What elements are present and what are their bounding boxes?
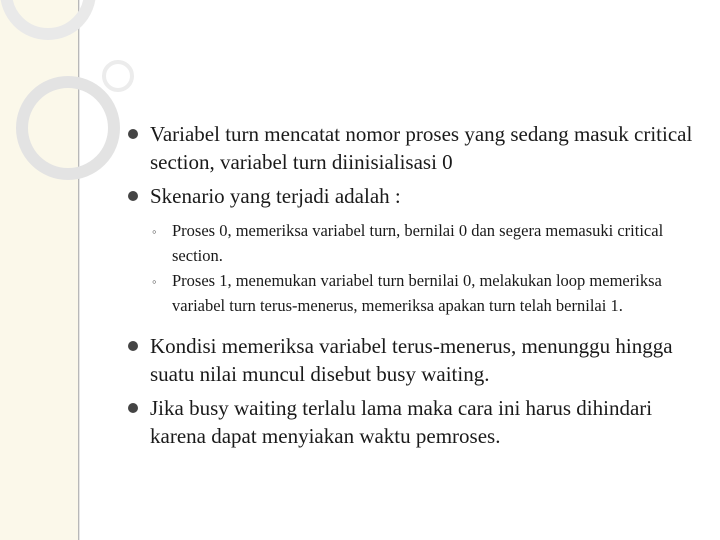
sub-item-text: Proses 1, menemukan variabel turn bernilai 0, melakukan loop memeriksa variabel turn terus-menerus, memeriksa apakan turn telah bernilai 1.	[172, 271, 662, 315]
sub-item-process-0	[130, 218, 705, 268]
bullet-busy-waiting-drawback	[130, 394, 705, 450]
bullet-dot-icon	[128, 341, 138, 351]
deco-ring-small	[104, 62, 132, 90]
slide-content	[130, 120, 705, 456]
bullet-dot-icon	[128, 191, 138, 201]
ring-bullet-icon: ◦	[152, 224, 157, 239]
bullet-text: Variabel turn mencatat nomor proses yang sedang masuk critical section, variabel turn diinisialisasi 0	[150, 122, 693, 174]
sub-item-process-1	[130, 268, 705, 318]
bullet-scenario	[130, 182, 705, 210]
bullet-turn-variable	[130, 120, 705, 176]
bullet-dot-icon	[128, 403, 138, 413]
bullet-text: Jika busy waiting terlalu lama maka cara ini harus dihindari karena dapat menyiakan waktu pemroses.	[150, 396, 653, 448]
bullet-text: Skenario yang terjadi adalah :	[150, 184, 401, 208]
deco-ring-large	[22, 82, 114, 174]
bullet-dot-icon	[128, 129, 138, 139]
ring-bullet-icon: ◦	[152, 274, 157, 289]
bullet-busy-waiting-definition	[130, 332, 705, 388]
scenario-sublist	[130, 218, 705, 318]
sub-item-text: Proses 0, memeriksa variabel turn, bernilai 0 dan segera memasuki critical section.	[172, 221, 664, 265]
deco-ring-top	[6, 0, 90, 34]
bullet-text: Kondisi memeriksa variabel terus-menerus, menunggu hingga suatu nilai muncul disebut busy waiting.	[150, 334, 673, 386]
